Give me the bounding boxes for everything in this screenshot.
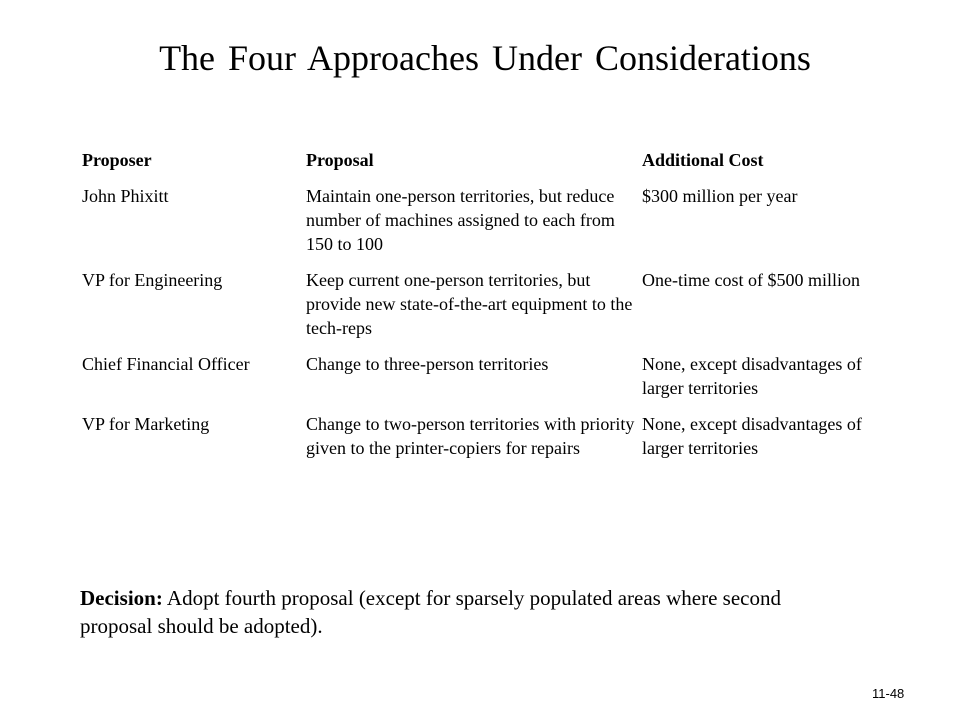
cell-proposer: VP for Engineering: [82, 270, 223, 290]
cell-proposal: Maintain one-person territories, but reduce number of machines assigned to each from 150 to 100: [306, 186, 615, 254]
cell-cost: $300 million per year: [642, 186, 798, 206]
cell-proposal: Keep current one-person territories, but provide new state-of-the-art equipment to the tech-reps: [306, 270, 633, 338]
slide-title: The Four Approaches Under Considerations: [159, 38, 811, 78]
table-header-row: [82, 148, 862, 184]
header-proposer: Proposer: [82, 150, 152, 170]
header-proposal: Proposal: [306, 150, 374, 170]
cell-proposer: Chief Financial Officer: [82, 354, 250, 374]
cell-proposer: John Phixitt: [82, 186, 169, 206]
cell-cost: None, except disadvantages of larger territories: [642, 414, 862, 458]
header-additional-cost: Additional Cost: [642, 150, 764, 170]
page-number: 11-48: [872, 686, 905, 701]
cell-proposal: Change to two-person territories with priority given to the printer-copiers for repairs: [306, 414, 635, 458]
table-row: [82, 412, 862, 460]
cell-proposal: Change to three-person territories: [306, 354, 549, 374]
proposal-table: [82, 148, 862, 460]
decision-label: Decision:: [80, 586, 163, 610]
cell-proposer: VP for Marketing: [82, 414, 210, 434]
table-row: [82, 268, 862, 352]
table-row: [82, 352, 862, 412]
table-row: [82, 184, 862, 268]
decision-statement: [80, 584, 840, 640]
cell-cost: One-time cost of $500 million: [642, 270, 860, 290]
cell-cost: None, except disadvantages of larger territories: [642, 354, 862, 398]
decision-text: Adopt fourth proposal (except for sparsely populated areas where second proposal should be adopted).: [80, 586, 781, 638]
